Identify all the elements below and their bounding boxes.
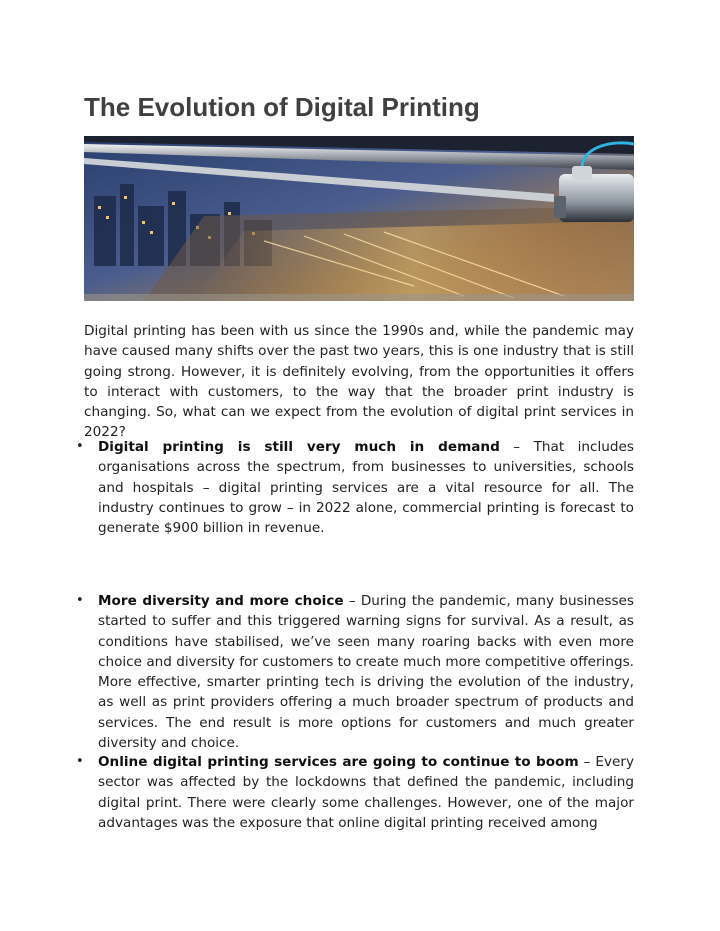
bullet-marker: • — [76, 593, 84, 608]
bullet-heading: Digital printing is still very much in demand — [98, 439, 500, 455]
bullet-marker: • — [76, 754, 84, 769]
bullet-text: – That includes organisations across the spectrum, from businesses to universities, schools and hospitals – digital printing services are a vital resource for all. The industry continues to grow – in 2022 alone, commercial printing is forecast to generate $900 billion in revenue. — [98, 439, 634, 537]
bullet-text: – Every sector was affected by the lockdowns that defined the pandemic, including digital print. There were clearly some challenges. However, one of the major advantages was the exposure that online digital printing received among — [98, 754, 634, 831]
bullet-heading: More diversity and more choice — [98, 593, 344, 609]
bullet-marker: • — [76, 439, 84, 454]
bullet-heading: Online digital printing services are going to continue to boom — [98, 754, 579, 770]
list-item — [76, 752, 634, 833]
list-item — [76, 591, 635, 753]
bullet-text: – During the pandemic, many businesses started to suffer and this triggered warning signs for survival. As a result, as conditions have stabilised, we’ve seen many roaring backs with even more choice and diversity for customers to create much more competitive offerings. More effective, smarter printing tech is driving the evolution of the industry, as well as print providers offering a much broader spectrum of products and services. The end result is more options for customers and much greater diversity and choice. — [98, 593, 635, 752]
list-item — [76, 437, 634, 538]
intro-paragraph: Digital printing has been with us since the 1990s and, while the pandemic may have caused many shifts over the past two years, this is one industry that is still going strong. However, it is definitely evolving, from the opportunities it offers to interact with customers, to the way that the broader print industry is changing. So, what can we expect from the evolution of digital print services in 2022? — [84, 323, 634, 441]
page-title: The Evolution of Digital Printing — [84, 92, 480, 122]
printer-hero-image — [84, 136, 634, 301]
